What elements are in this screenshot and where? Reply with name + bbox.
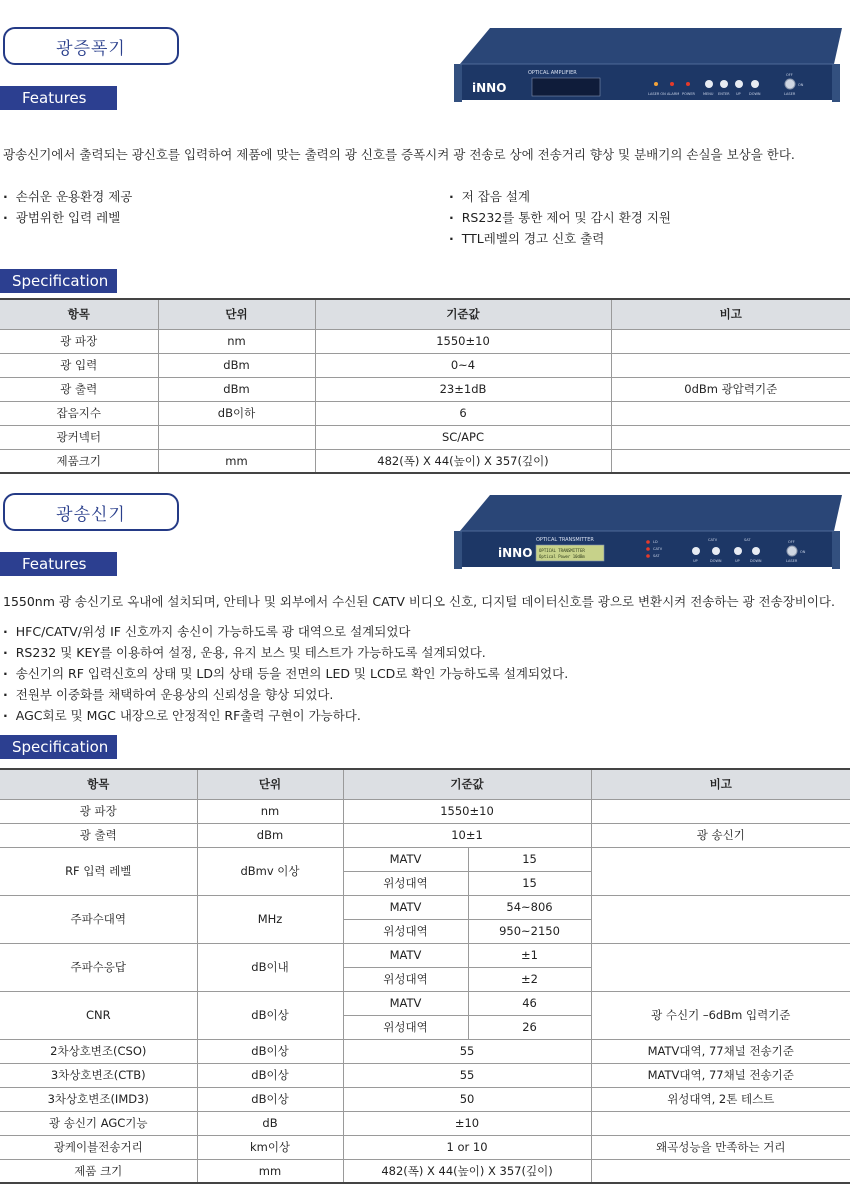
- svg-text:CATV: CATV: [653, 547, 663, 551]
- amp-brand-logo: iNNO: [472, 81, 507, 95]
- table-row: 주파수응답 dB이내 MATV ±1: [0, 943, 850, 967]
- optical-amplifier-image: [450, 28, 842, 108]
- table-row: 광 파장 nm 1550±10: [0, 329, 850, 353]
- table-row: 광커넥터 SC/APC: [0, 425, 850, 449]
- table-row: 위성대역 950~2150: [0, 919, 850, 943]
- table-row: 3차상호변조(IMD3) dB이상 50 위성대역, 2톤 테스트: [0, 1087, 850, 1111]
- svg-text:LD: LD: [653, 540, 658, 544]
- amp-description: 광송신기에서 출력되는 광신호를 입력하여 제품에 맞는 출력의 광 신호를 증폭시켜 광 전송로 상에 전송거리 향상 및 분배기의 손실을 보상을 한다.: [3, 147, 795, 162]
- table-row: 3차상호변조(CTB) dB이상 55 MATV대역, 77채널 전송기준: [0, 1063, 850, 1087]
- svg-text:UP: UP: [735, 559, 740, 563]
- svg-text:OPTICAL AMPLIFIER: OPTICAL AMPLIFIER: [528, 70, 577, 76]
- amp-header-value: 기준값: [315, 299, 611, 329]
- table-row: 광 입력 dBm 0~4: [0, 353, 850, 377]
- table-row: 잡음지수 dB이하 6: [0, 401, 850, 425]
- svg-text:UP: UP: [693, 559, 698, 563]
- tx-header-item: 항목: [0, 769, 197, 799]
- amp-features-tag: Features: [0, 86, 117, 110]
- table-row: CNR dB이상 MATV 46 광 수신기 –6dBm 입력기준: [0, 991, 850, 1015]
- amp-feature-right-1: · 저 잡음 설계: [449, 187, 530, 205]
- amp-header-unit: 단위: [158, 299, 315, 329]
- table-row: 광 송신기 AGC기능 dB ±10: [0, 1111, 850, 1135]
- svg-text:DOWN: DOWN: [710, 559, 722, 563]
- amp-header-item: 항목: [0, 299, 158, 329]
- amp-feature-right-3: · TTL레벨의 경고 신호 출력: [449, 229, 604, 247]
- tx-header-value: 기준값: [343, 769, 591, 799]
- tx-section-title: 광송신기: [3, 493, 179, 531]
- table-row: 광 출력 dBm 23±1dB 0dBm 광압력기준: [0, 377, 850, 401]
- amp-feature-right-2: · RS232를 통한 제어 및 감시 환경 지원: [449, 208, 671, 226]
- tx-header-note: 비고: [591, 769, 850, 799]
- table-row: 제품크기 mm 482(폭) X 44(높이) X 357(깊이): [0, 449, 850, 473]
- amp-spec-tag: Specification: [0, 269, 117, 293]
- svg-text:OPTICAL TRANSMITTER: OPTICAL TRANSMITTER: [536, 537, 594, 543]
- table-row: 위성대역 26: [0, 1015, 850, 1039]
- svg-text:Optical Power 10dBm: Optical Power 10dBm: [539, 554, 585, 559]
- tx-feature-5: · AGC회로 및 MGC 내장으로 안정적인 RF출력 구현이 가능하다.: [3, 706, 361, 724]
- amp-section-title: 광증폭기: [3, 27, 179, 65]
- svg-text:CATV: CATV: [708, 538, 718, 542]
- table-row: 위성대역 15: [0, 871, 850, 895]
- table-row: 주파수대역 MHz MATV 54~806: [0, 895, 850, 919]
- svg-text:LASER ON: LASER ON: [648, 92, 666, 96]
- tx-header-unit: 단위: [197, 769, 343, 799]
- amp-spec-header-row: [0, 299, 850, 329]
- tx-feature-3: · 송신기의 RF 입력신호의 상태 및 LD의 상태 등을 전면의 LED 및 LCD로 확인 가능하도록 설계되었다.: [3, 664, 568, 682]
- optical-transmitter-image: [450, 495, 842, 575]
- table-row: 위성대역 ±2: [0, 967, 850, 991]
- svg-text:SAT: SAT: [744, 538, 751, 542]
- table-row: 광케이블전송거리 km이상 1 or 10 왜곡성능을 만족하는 거리: [0, 1135, 850, 1159]
- amp-header-note: 비고: [611, 299, 850, 329]
- svg-text:DOWN: DOWN: [750, 559, 762, 563]
- svg-text:ENTER: ENTER: [718, 92, 730, 96]
- svg-text:DOWN: DOWN: [749, 92, 761, 96]
- svg-text:ON: ON: [800, 550, 806, 554]
- tx-feature-2: · RS232 및 KEY를 이용하여 설정, 운용, 유지 보스 및 테스트가 가능하도록 설계되었다.: [3, 643, 486, 661]
- amp-feature-left-2: · 광범위한 입력 레벨: [3, 208, 120, 226]
- svg-text:LASER: LASER: [786, 559, 798, 563]
- amp-feature-left-1: · 손쉬운 운용환경 제공: [3, 187, 132, 205]
- tx-feature-1: · HFC/CATV/위성 IF 신호까지 송신이 가능하도록 광 대역으로 설계되었다: [3, 622, 410, 640]
- svg-text:ON: ON: [798, 83, 804, 87]
- table-row: 광 출력 dBm 10±1 광 송신기: [0, 823, 850, 847]
- tx-features-tag: Features: [0, 552, 117, 576]
- table-row: 2차상호변조(CSO) dB이상 55 MATV대역, 77채널 전송기준: [0, 1039, 850, 1063]
- tx-spec-tag: Specification: [0, 735, 117, 759]
- amp-spec-table: [0, 298, 850, 474]
- svg-text:OFF: OFF: [788, 540, 795, 544]
- tx-brand-logo: iNNO: [498, 546, 533, 560]
- svg-text:ALARM: ALARM: [667, 92, 680, 96]
- table-row: 광 파장 nm 1550±10: [0, 799, 850, 823]
- svg-text:MENU: MENU: [703, 92, 714, 96]
- svg-text:LASER: LASER: [784, 92, 796, 96]
- table-row: 제품 크기 mm 482(폭) X 44(높이) X 357(깊이): [0, 1159, 850, 1183]
- tx-spec-table: [0, 768, 850, 1184]
- svg-text:OFF: OFF: [786, 73, 793, 77]
- tx-feature-4: · 전원부 이중화를 채택하여 운용상의 신뢰성을 향상 되었다.: [3, 685, 333, 703]
- tx-description: 1550nm 광 송신기로 옥내에 설치되며, 안테나 및 외부에서 수신된 CATV 비디오 신호, 디지털 데이터신호를 광으로 변환시켜 전송하는 광 전송장비이다.: [3, 594, 835, 609]
- svg-text:OPTICAL TRANSMITTER: OPTICAL TRANSMITTER: [539, 548, 585, 553]
- svg-text:SAT: SAT: [653, 554, 660, 558]
- table-row: RF 입력 레벨 dBmv 이상 MATV 15: [0, 847, 850, 871]
- tx-spec-header-row: [0, 769, 850, 799]
- svg-text:POWER: POWER: [682, 92, 695, 96]
- svg-text:UP: UP: [736, 92, 741, 96]
